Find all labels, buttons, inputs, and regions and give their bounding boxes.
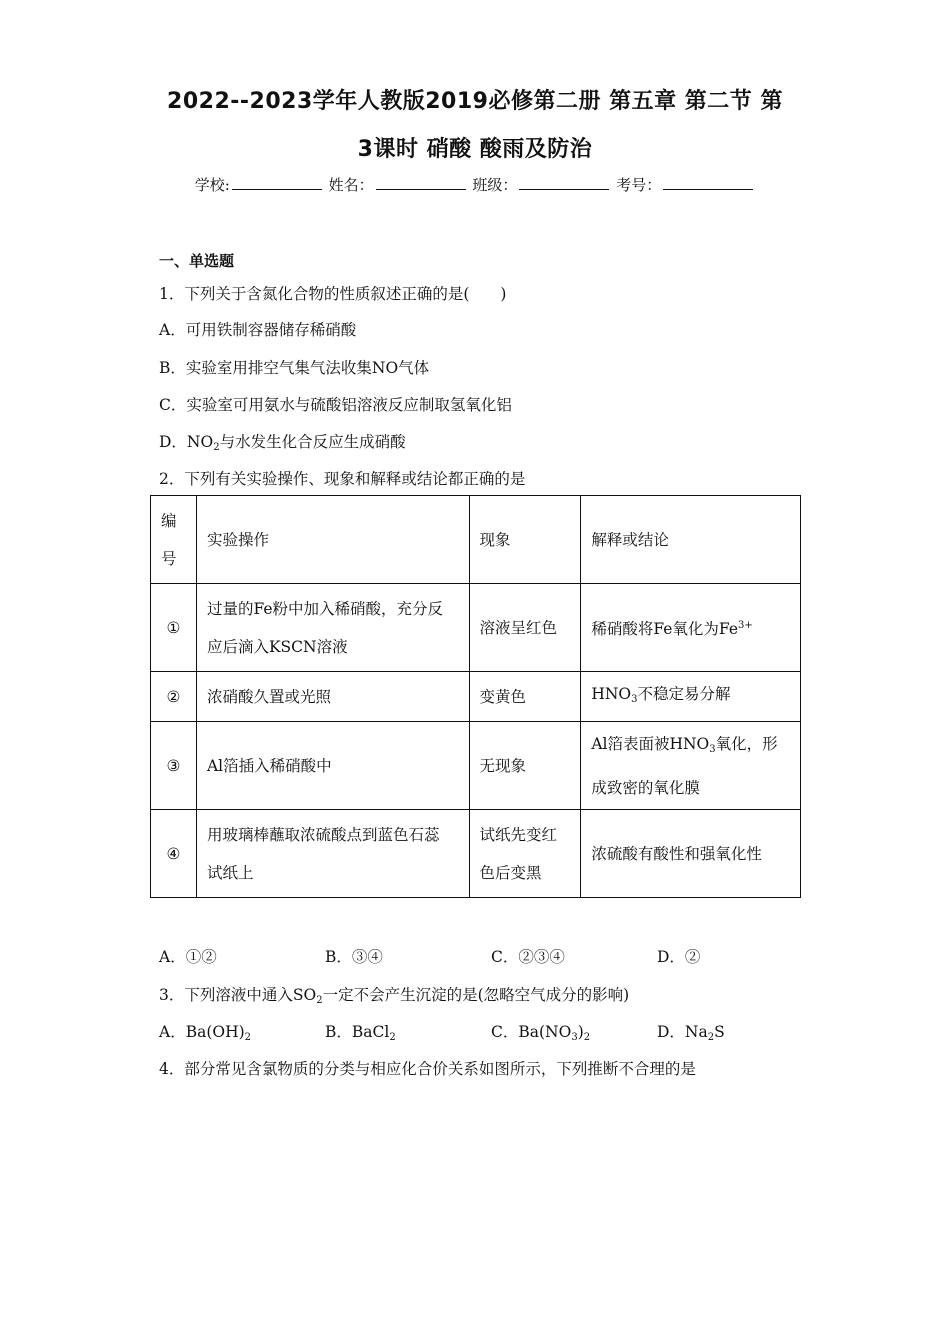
row-conclusion-text: 稀硝酸将Fe氧化为Fe <box>591 620 738 639</box>
q3-stem-sub: 2 <box>316 995 323 1006</box>
q3-option-c-sub2: 2 <box>583 1032 591 1043</box>
row-operation: Al箔插入稀硝酸中 <box>196 722 469 810</box>
q2-stem: 2．下列有关实验操作、现象和解释或结论都正确的是 <box>159 470 526 488</box>
row-phenomenon: 变黄色 <box>469 672 581 722</box>
q3-stem <box>159 983 629 1006</box>
title-line-1: 2022--2023学年人教版2019必修第二册 第五章 第二节 第 <box>167 89 783 114</box>
header-number-b: 号 <box>161 549 177 568</box>
q3-option-b-pre: B．BaCl <box>325 1023 390 1041</box>
header-operation: 实验操作 <box>196 496 469 584</box>
name-label: 姓名： <box>328 176 374 194</box>
row-conclusion-a-sub: 3 <box>709 743 716 755</box>
q1-option-a: A．可用铁制容器储存稀硝酸 <box>159 321 357 339</box>
class-blank[interactable] <box>519 175 609 190</box>
student-info-line <box>0 174 950 195</box>
row-phenomenon: 溶液呈红色 <box>469 584 581 672</box>
table-row <box>151 810 801 898</box>
q3-option-c-sub: 3 <box>571 1032 578 1043</box>
table-row <box>151 722 801 810</box>
row-operation <box>196 584 469 672</box>
table-header-row <box>151 496 801 584</box>
row-conclusion-line-b: 成致密的氧化膜 <box>591 778 700 797</box>
row-phenomenon-a: 试纸先变红 <box>479 825 558 844</box>
header-number-a: 编 <box>161 511 177 530</box>
section-title: 一、单选题 <box>159 252 235 270</box>
row-conclusion <box>581 722 801 810</box>
q2-option-d: D．② <box>657 948 701 966</box>
row-conclusion-a-pre: Al箔表面被HNO <box>591 734 710 753</box>
q1-option-d-sub: 2 <box>213 442 220 453</box>
title-line-2: 3课时 硝酸 酸雨及防治 <box>357 137 593 162</box>
row-conclusion <box>581 672 801 722</box>
q3-option-b <box>325 1020 396 1043</box>
row-conclusion: 浓硫酸有酸性和强氧化性 <box>581 810 801 898</box>
row-conclusion <box>581 584 801 672</box>
row-conclusion-line-a <box>591 725 790 769</box>
q4-stem: 4．部分常见含氯物质的分类与相应化合价关系如图所示，下列推断不合理的是 <box>159 1060 696 1078</box>
school-blank[interactable] <box>232 175 322 190</box>
name-blank[interactable] <box>376 175 466 190</box>
row-conclusion-sup: 3+ <box>738 619 753 631</box>
row-phenomenon-b: 色后变黑 <box>479 863 542 882</box>
row-operation-b: 试纸上 <box>206 863 254 882</box>
q1-option-d-post: 与水发生化合反应生成硝酸 <box>219 433 406 451</box>
exam-number-blank[interactable] <box>663 175 753 190</box>
q3-option-a-pre: A．Ba(OH) <box>159 1023 245 1041</box>
q1-option-d-pre: D．NO <box>159 433 214 451</box>
row-conclusion-pre: HNO <box>591 684 632 703</box>
header-phenomenon: 现象 <box>469 496 581 584</box>
q2-option-a: A．①② <box>159 948 217 966</box>
row-conclusion-post: 不稳定易分解 <box>637 684 731 703</box>
q3-stem-post: 一定不会产生沉淀的是(忽略空气成分的影响) <box>322 986 630 1004</box>
q3-option-d <box>657 1020 725 1043</box>
row-number: ④ <box>151 810 197 898</box>
q3-option-c <box>491 1020 590 1043</box>
header-conclusion: 解释或结论 <box>581 496 801 584</box>
row-conclusion-a-post: 氧化，形 <box>715 734 778 753</box>
class-label: 班级： <box>472 176 518 194</box>
q1-option-d <box>159 430 406 453</box>
row-number: ③ <box>151 722 197 810</box>
q3-option-a <box>159 1020 251 1043</box>
table-row <box>151 672 801 722</box>
row-phenomenon: 无现象 <box>469 722 581 810</box>
row-operation-a: 用玻璃棒蘸取浓硫酸点到蓝色石蕊 <box>206 825 440 844</box>
row-number: ① <box>151 584 197 672</box>
experiment-table <box>150 495 801 898</box>
table-row <box>151 584 801 672</box>
q3-option-d-sub: 2 <box>707 1032 715 1043</box>
row-phenomenon <box>469 810 581 898</box>
row-number: ② <box>151 672 197 722</box>
q3-stem-pre: 3．下列溶液中通入SO <box>159 986 317 1004</box>
q1-option-b: B．实验室用排空气集气法收集NO气体 <box>159 359 430 377</box>
row-operation-b: 应后滴入KSCN溶液 <box>206 637 348 656</box>
row-conclusion-sub: 3 <box>631 693 638 705</box>
q1-stem: 1．下列关于含氮化合物的性质叙述正确的是( ) <box>159 285 507 303</box>
q2-option-c: C．②③④ <box>491 948 565 966</box>
q1-option-c: C．实验室可用氨水与硫酸铝溶液反应制取氢氧化铝 <box>159 396 512 414</box>
row-operation-a: 过量的Fe粉中加入稀硝酸，充分反 <box>206 599 444 618</box>
q3-option-b-sub: 2 <box>389 1032 396 1043</box>
row-operation: 浓硝酸久置或光照 <box>196 672 469 722</box>
header-number <box>151 496 197 584</box>
q3-option-d-post: S <box>714 1023 725 1041</box>
q3-option-c-post: ) <box>577 1023 584 1041</box>
q3-option-c-pre: C．Ba(NO <box>491 1023 572 1041</box>
q3-option-d-pre: D．Na <box>657 1023 708 1041</box>
row-operation <box>196 810 469 898</box>
exam-number-label: 考号： <box>616 176 662 194</box>
school-label: 学校: <box>194 176 230 194</box>
q3-option-a-sub: 2 <box>244 1032 252 1043</box>
q2-option-b: B．③④ <box>325 948 383 966</box>
